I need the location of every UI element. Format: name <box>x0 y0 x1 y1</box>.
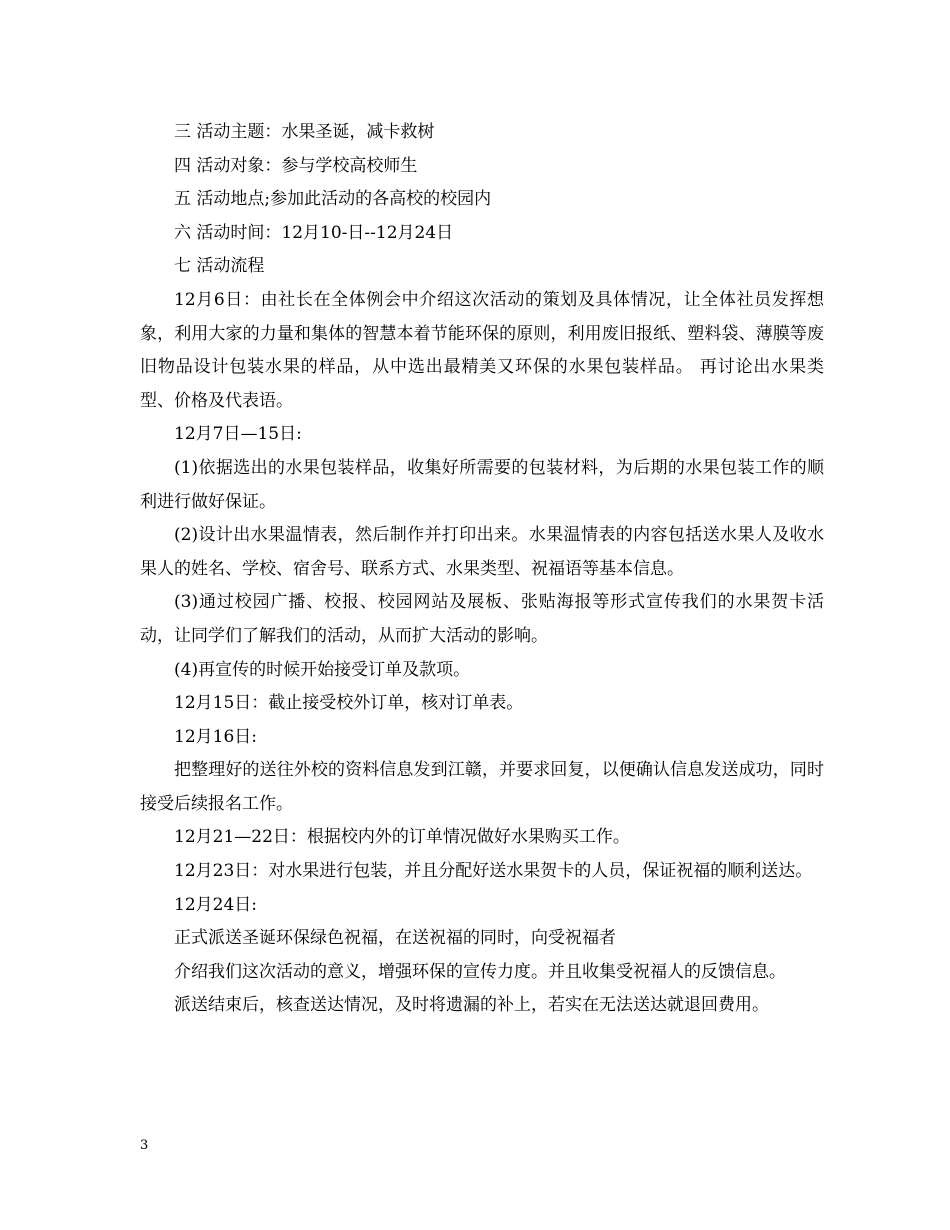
paragraph-time: 六 活动时间：12月10-日--12月24日 <box>174 222 454 243</box>
document-body <box>140 116 824 1023</box>
paragraph-dec15: 12月15日：截止接受校外订单，核对订单表。 <box>174 693 524 714</box>
paragraph-step-3: (3)通过校园广播、校报、校园网站及展板、张贴海报等形式宣传我们的水果贺卡活动，让同学们了解我们的活动，从而扩大活动的影响。 <box>140 592 824 646</box>
paragraph-location: 五 活动地点;参加此活动的各高校的校园内 <box>174 189 492 210</box>
paragraph-dec24-heading: 12月24日: <box>174 894 257 915</box>
paragraph-dec24-delivery: 正式派送圣诞环保绿色祝福，在送祝福的同时，向受祝福者 <box>174 928 616 949</box>
paragraph-process-heading: 七 活动流程 <box>174 256 265 277</box>
paragraph-target: 四 活动对象：参与学校高校师生 <box>174 155 418 176</box>
paragraph-after-delivery: 派送结束后，核查送达情况，及时将遗漏的补上，若实在无法送达就退回费用。 <box>174 995 769 1016</box>
paragraph-dec16-heading: 12月16日: <box>174 726 257 747</box>
paragraph-dec6: 12月6日：由社长在全体例会中介绍这次活动的策划及具体情况，让全体社员发挥想象，利用大家的力量和集体的智慧本着节能环保的原则，利用废旧报纸、塑料袋、薄膜等废旧物品设计包装水果的样品，从中选出最精美又环保的水果包装样品。 再讨论出水果类型、价格及代表语。 <box>140 289 824 411</box>
paragraph-dec21-22: 12月21—22日：根据校内外的订单情况做好水果购买工作。 <box>174 827 630 848</box>
paragraph-step-2: (2)设计出水果温情表，然后制作并打印出来。水果温情表的内容包括送水果人及收水果人的姓名、学校、宿舍号、联系方式、水果类型、祝福语等基本信息。 <box>140 525 824 579</box>
paragraph-step-4: (4)再宣传的时候开始接受订单及款项。 <box>174 659 471 680</box>
paragraph-dec23: 12月23日：对水果进行包装，并且分配好送水果贺卡的人员，保证祝福的顺利送达。 <box>174 861 813 882</box>
paragraph-step-1: (1)依据选出的水果包装样品，收集好所需要的包装材料，为后期的水果包装工作的顺利进行做好保证。 <box>140 457 824 512</box>
paragraph-dec24-introduce: 介绍我们这次活动的意义，增强环保的宣传力度。并且收集受祝福人的反馈信息。 <box>174 961 786 982</box>
paragraph-dec16-body: 把整理好的送往外校的资料信息发到江赣，并要求回复，以便确认信息发送成功，同时接受后续报名工作。 <box>140 760 824 814</box>
paragraph-theme: 三 活动主题：水果圣诞，减卡救树 <box>174 122 435 142</box>
page-number: 3 <box>140 1138 149 1153</box>
paragraph-dec7-15: 12月7日—15日: <box>174 424 302 445</box>
